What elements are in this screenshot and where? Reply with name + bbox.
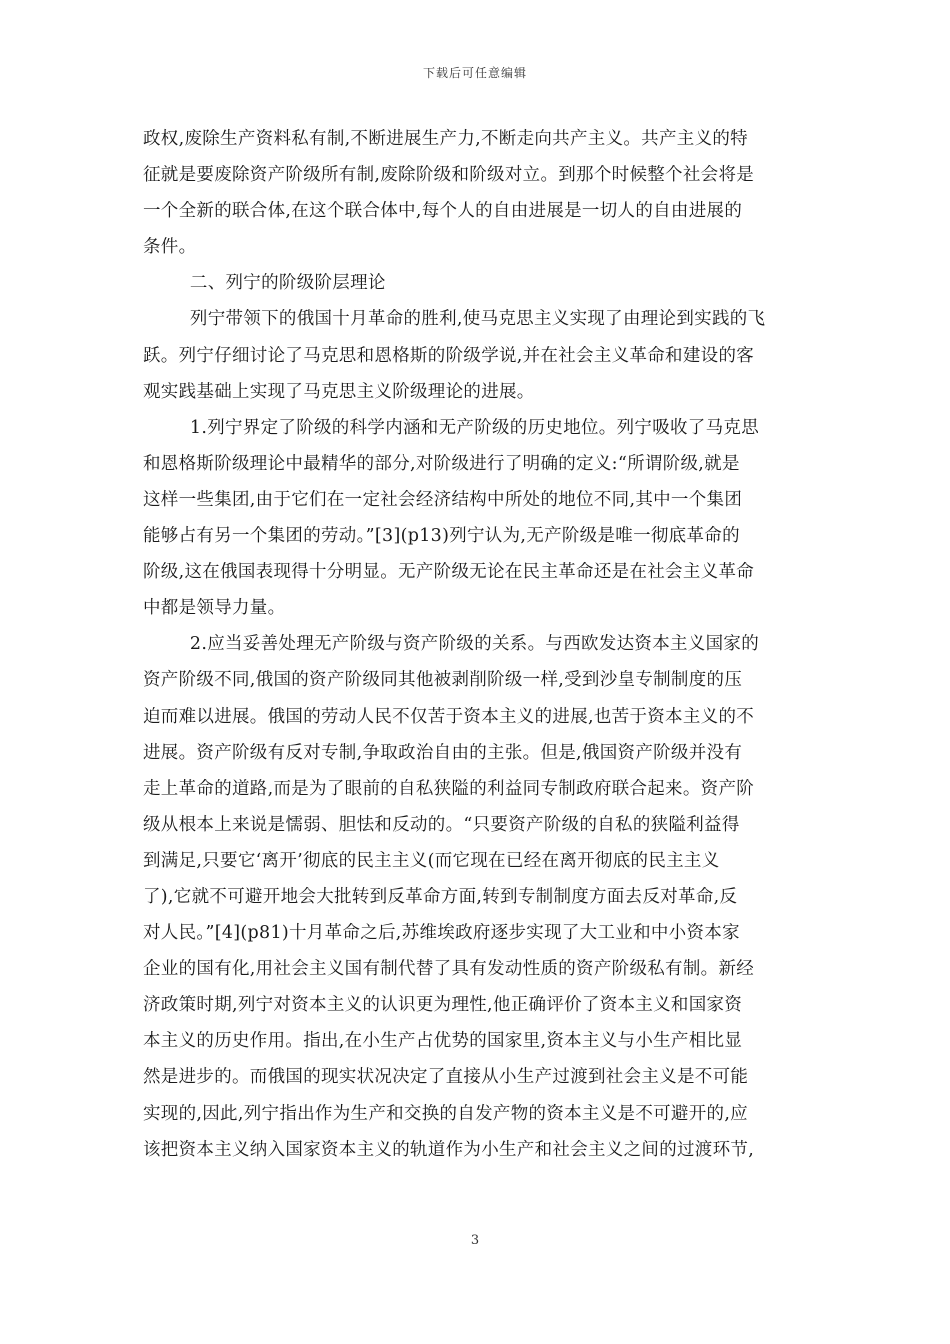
text-line: 和恩格斯阶级理论中最精华的部分,对阶级进行了明确的定义:“所谓阶级,就是 xyxy=(143,453,740,474)
text-line: 跃。列宁仔细讨论了马克思和恩格斯的阶级学说,并在社会主义革命和建设的客 xyxy=(143,345,755,366)
text-line: 政权,废除生产资料私有制,不断进展生产力,不断走向共产主义。共产主义的特 xyxy=(143,129,748,149)
text-line: 能够占有另一个集团的劳动。”[3](p13)列宁认为,无产阶级是唯一彻底革命的 xyxy=(143,526,740,547)
text-line: 中都是领导力量。 xyxy=(143,598,286,619)
text-line: 然是进步的。而俄国的现实状况决定了直接从小生产过渡到社会主义是不可能 xyxy=(143,1067,749,1088)
text-line: 实现的,因此,列宁指出作为生产和交换的自发产物的资本主义是不可避开的,应 xyxy=(143,1103,748,1124)
text-line: 级从根本上来说是懦弱、胆怯和反动的。“只要资产阶级的自私的狭隘利益得 xyxy=(143,814,740,835)
text-line: 进展。资产阶级有反对专制,争取政治自由的主张。但是,俄国资产阶级并没有 xyxy=(143,742,743,763)
text-line: 征就是要废除资产阶级所有制,废除阶级和阶级对立。到那个时候整个社会将是 xyxy=(143,165,755,186)
text-line: 1.列宁界定了阶级的科学内涵和无产阶级的历史地位。列宁吸收了马克思 xyxy=(143,417,759,438)
text-line: 企业的国有化,用社会主义国有制代替了具有发动性质的资产阶级私有制。新经 xyxy=(143,959,755,980)
page-number: 3 xyxy=(470,1233,480,1248)
text-line: 2.应当妥善处理无产阶级与资产阶级的关系。与西欧发达资本主义国家的 xyxy=(143,634,759,655)
section-heading: 二、列宁的阶级阶层理论 xyxy=(143,273,386,294)
page-header: 下载后可任意编辑 xyxy=(422,66,527,80)
body-text xyxy=(143,121,810,1168)
text-line: 阶级,这在俄国表现得十分明显。无产阶级无论在民主革命还是在社会主义革命 xyxy=(143,562,755,583)
text-line: 走上革命的道路,而是为了眼前的自私狭隘的利益同专制政府联合起来。资产阶 xyxy=(143,778,755,799)
text-line: 对人民。”[4](p81)十月革命之后,苏维埃政府逐步实现了大工业和中小资本家 xyxy=(143,923,740,944)
text-line: 到满足,只要它‘离开’彻底的民主主义(而它现在已经在离开彻底的民主主义 xyxy=(143,850,720,871)
text-line: 这样一些集团,由于它们在一定社会经济结构中所处的地位不同,其中一个集团 xyxy=(143,489,743,510)
text-line: 了),它就不可避开地会大批转到反革命方面,转到专制制度方面去反对革命,反 xyxy=(143,886,738,907)
text-line: 济政策时期,列宁对资本主义的认识更为理性,他正确评价了资本主义和国家资 xyxy=(143,995,743,1016)
text-line: 条件。 xyxy=(143,237,197,258)
text-line: 列宁带领下的俄国十月革命的胜利,使马克思主义实现了由理论到实践的飞 xyxy=(143,309,766,330)
text-line: 本主义的历史作用。指出,在小生产占优势的国家里,资本主义与小生产相比显 xyxy=(143,1031,743,1052)
text-line: 一个全新的联合体,在这个联合体中,每个人的自由进展是一切人的自由进展的 xyxy=(143,201,743,222)
text-line: 观实践基础上实现了马克思主义阶级理论的进展。 xyxy=(143,381,535,402)
text-line: 该把资本主义纳入国家资本主义的轨道作为小生产和社会主义之间的过渡环节, xyxy=(143,1139,755,1160)
text-line: 迫而难以进展。俄国的劳动人民不仅苦于资本主义的进展,也苦于资本主义的不 xyxy=(143,706,755,727)
text-line: 资产阶级不同,俄国的资产阶级同其他被剥削阶级一样,受到沙皇专制制度的压 xyxy=(143,670,743,691)
